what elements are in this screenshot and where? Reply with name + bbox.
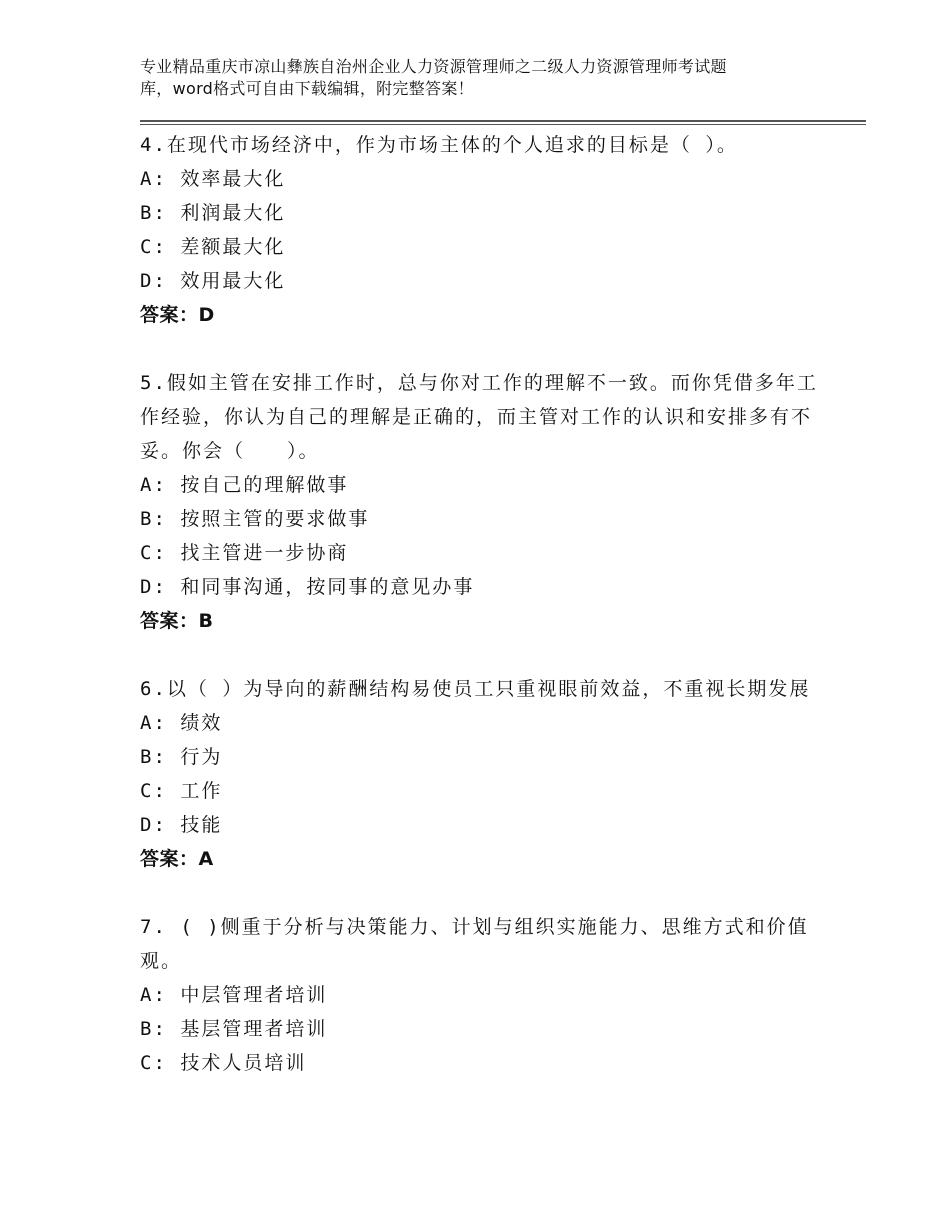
option-a: A: 效率最大化	[140, 168, 286, 190]
option-a: A: 中层管理者培训	[140, 984, 328, 1006]
header-divider-thick-line	[140, 120, 866, 122]
question-stem: 7. ( )侧重于分析与决策能力、计划与组织实施能力、思维方式和价值观。	[140, 916, 809, 972]
option-b: B: 行为	[140, 746, 223, 768]
option-b: B: 利润最大化	[140, 202, 286, 224]
option-a: A: 绩效	[140, 712, 223, 734]
header-divider	[140, 120, 866, 126]
option-c: C: 找主管进一步协商	[140, 542, 349, 564]
option-b: B: 按照主管的要求做事	[140, 508, 370, 530]
option-a: A: 按自己的理解做事	[140, 474, 349, 496]
question-list	[140, 128, 820, 1080]
question-7	[140, 910, 820, 1080]
question-stem: 4.在现代市场经济中，作为市场主体的个人追求的目标是（ ）。	[140, 134, 738, 156]
question-4	[140, 128, 820, 332]
header-title-line-1: 专业精品重庆市凉山彝族自治州企业人力资源管理师之二级人力资源管理师考试题	[140, 57, 727, 76]
answer-line: 答案：A	[140, 848, 214, 870]
option-c: C: 差额最大化	[140, 236, 286, 258]
option-c: C: 工作	[140, 780, 223, 802]
header-title-line-2: 库，word格式可自由下载编辑，附完整答案！	[140, 79, 474, 98]
option-c: C: 技术人员培训	[140, 1052, 307, 1074]
question-5	[140, 366, 820, 638]
option-d: D: 技能	[140, 814, 223, 836]
question-6	[140, 672, 820, 876]
option-d: D: 和同事沟通，按同事的意见办事	[140, 576, 475, 598]
question-stem: 6.以（ ）为导向的薪酬结构易使员工只重视眼前效益，不重视长期发展	[140, 678, 811, 700]
header-divider-thin-line	[140, 124, 866, 125]
option-b: B: 基层管理者培训	[140, 1018, 328, 1040]
answer-line: 答案：D	[140, 304, 215, 326]
document-header	[140, 56, 840, 100]
option-d: D: 效用最大化	[140, 270, 286, 292]
answer-line: 答案：B	[140, 610, 214, 632]
question-stem: 5.假如主管在安排工作时，总与你对工作的理解不一致。而你凭借多年工作经验，你认为自己的理解是正确的，而主管对工作的认识和安排多有不妥。你会（ ）。	[140, 372, 818, 462]
